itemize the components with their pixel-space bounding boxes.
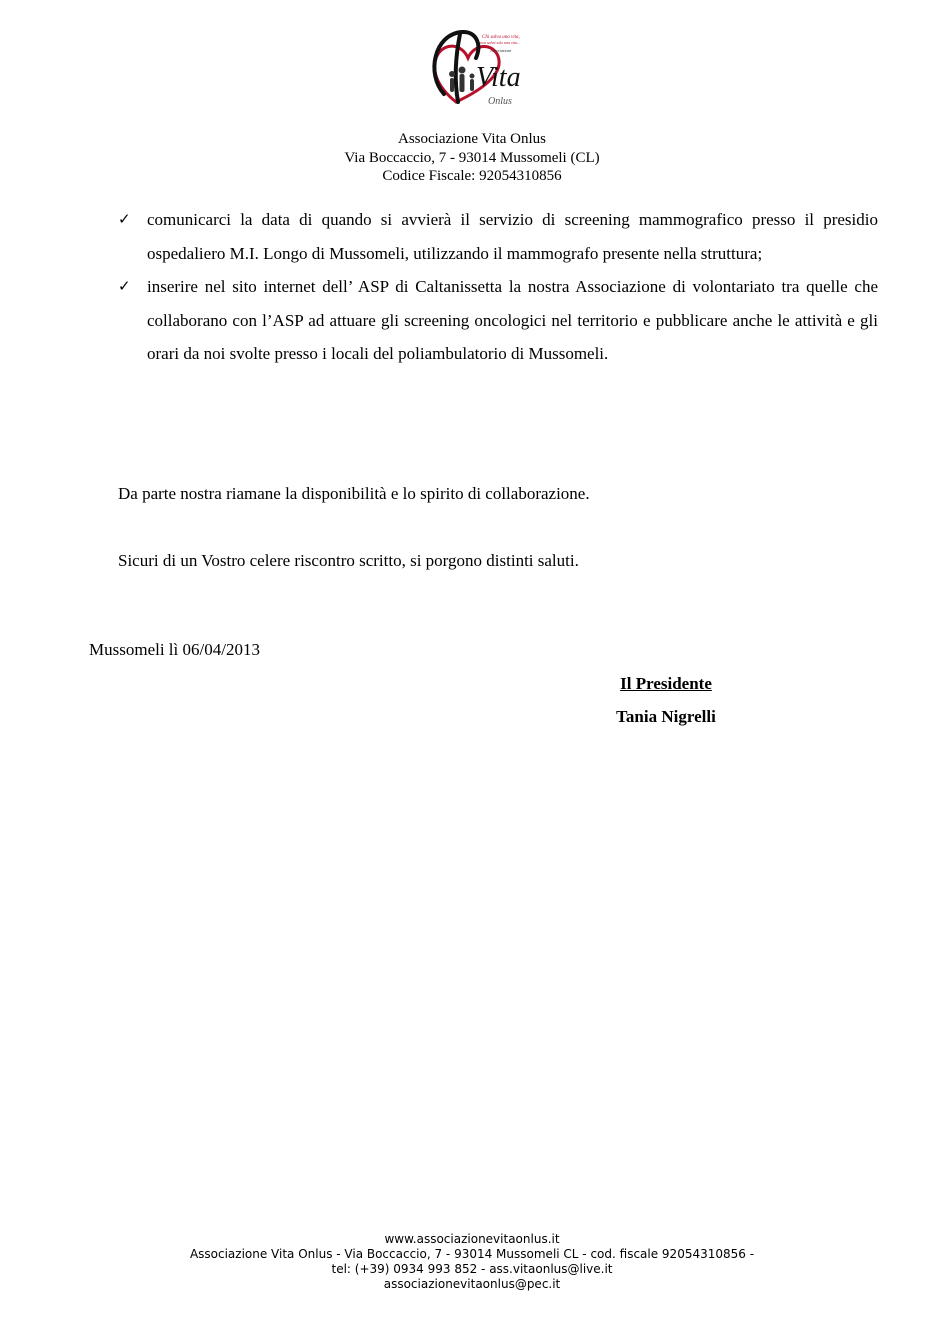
footer-pec: associazionevitaonlus@pec.it xyxy=(383,1277,561,1291)
letter-footer xyxy=(0,1232,944,1292)
checkmark-icon: ✓ xyxy=(118,210,131,228)
place-date: Mussomeli lì 06/04/2013 xyxy=(89,640,260,659)
checkmark-icon: ✓ xyxy=(118,277,131,295)
list-item-text: inserire nel sito internet dell’ ASP di Caltanissetta la nostra Associazione di volontariato tra quelle che collaborano con l’ASP ad attuare gli screening oncologici nel territorio e pubblicare anche le attività e gli orari da noi svolte presso i locali del poliambulatorio di Mussomeli. xyxy=(147,277,878,363)
logo-tagline-3: Associazione xyxy=(490,48,512,53)
footer-address: Associazione Vita Onlus - Via Boccaccio, 7 - 93014 Mussomeli CL - cod. fiscale 92054310856 - xyxy=(189,1247,755,1261)
request-list xyxy=(118,203,878,371)
letterhead xyxy=(0,130,944,186)
logo-title: Vita xyxy=(476,62,521,93)
closing-paragraph: Sicuri di un Vostro celere riscontro scritto, si porgono distinti saluti. xyxy=(118,551,579,570)
association-logo xyxy=(416,24,544,114)
logo-tagline-2: non salva solo una vita... xyxy=(480,40,521,45)
signature-name: Tania Nigrelli xyxy=(616,707,716,726)
signature-title: Il Presidente xyxy=(620,674,712,693)
org-fiscal-code: Codice Fiscale: 92054310856 xyxy=(382,168,562,184)
list-item xyxy=(118,203,878,270)
logo-subtitle: Onlus xyxy=(488,96,512,107)
footer-website: www.associazionevitaonlus.it xyxy=(384,1232,560,1246)
logo-tagline-1: Chi salva una vita, xyxy=(482,35,520,40)
list-item xyxy=(118,270,878,371)
footer-contacts: tel: (+39) 0934 993 852 - ass.vitaonlus@live.it xyxy=(331,1262,613,1276)
org-address: Via Boccaccio, 7 - 93014 Mussomeli (CL) xyxy=(344,149,600,166)
availability-paragraph: Da parte nostra riamane la disponibilità e lo spirito di collaborazione. xyxy=(118,484,590,503)
list-item-text: comunicarci la data di quando si avvierà il servizio di screening mammografico presso il presidio ospedaliero M.I. Longo di Mussomeli, utilizzando il mammografo presente nella struttura; xyxy=(147,210,878,263)
org-name: Associazione Vita Onlus xyxy=(398,131,546,147)
